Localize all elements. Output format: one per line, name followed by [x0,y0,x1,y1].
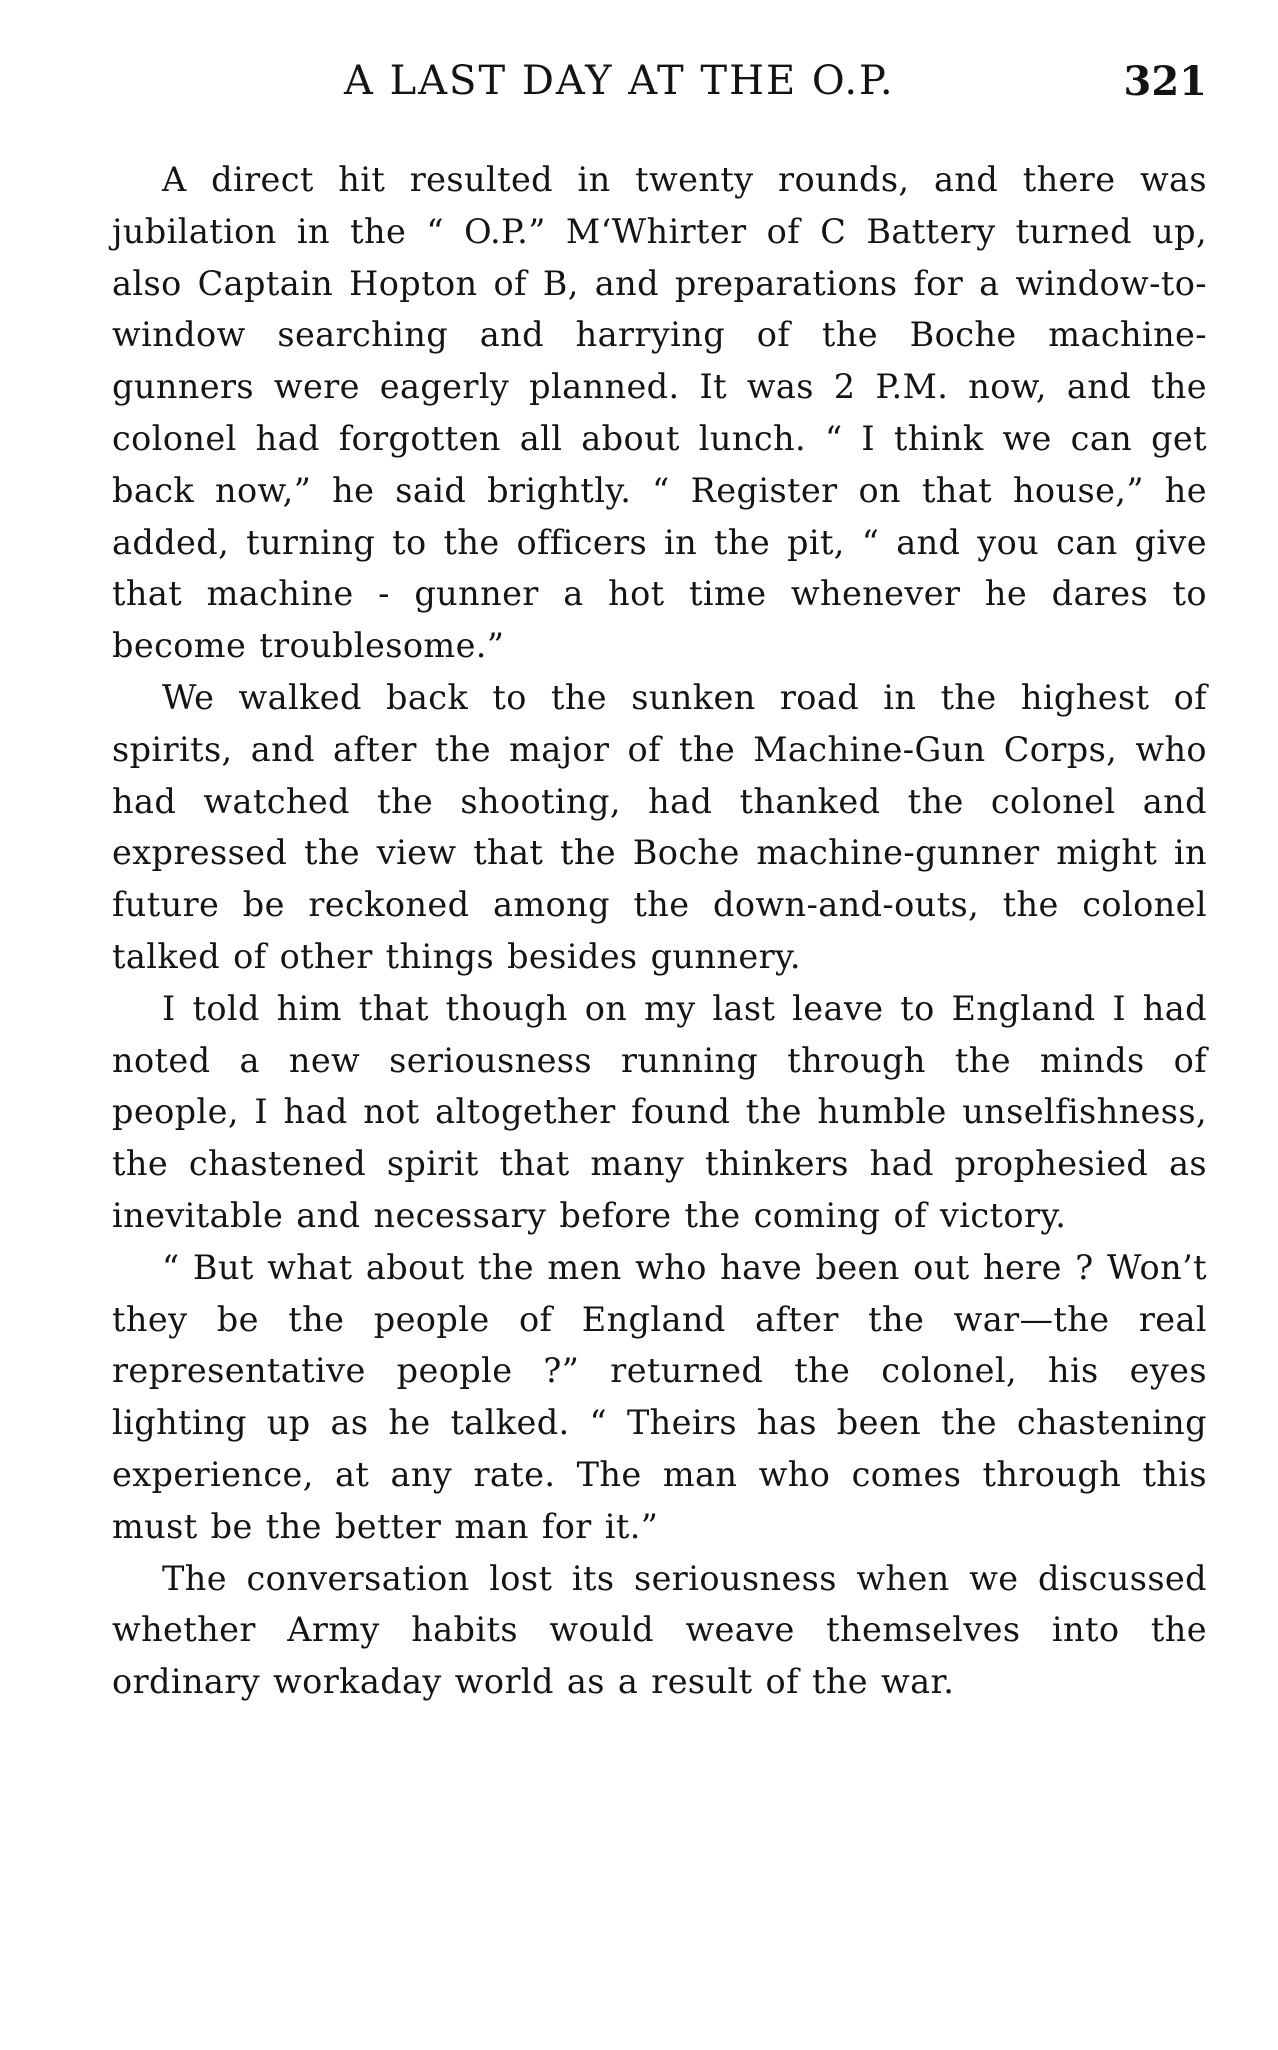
paragraph: I told him that though on my last leave to England I had noted a new seriousness running through the minds of people, I had not altogether found the humble unselfishness, the chastened spirit that many thinkers had prophesied as inevitable and necessary before the coming of victory. [112,988,1207,1235]
paragraph: We walked back to the sunken road in the highest of spirits, and after the major of the Machine-Gun Corps, who had watched the shooting, had thanked the colonel and expressed the view that the Boche machine-gunner might in future be reckoned among the down-and-outs, the colonel talked of other things besides gunnery. [112,677,1207,976]
page-number: 321 [1123,58,1207,105]
book-page [112,58,1207,1708]
running-head [112,58,1207,118]
body-text [112,154,1207,1708]
paragraph: The conversation lost its seriousness when we discussed whether Army habits would weave themselves into the ordinary workaday world as a result of the war. [112,1558,1207,1702]
paragraph: “ But what about the men who have been out here ? Won’t they be the people of England after the war—the real representative people ?” returned the colonel, his eyes lighting up as he talked. “ Theirs has been the chastening experience, at any rate. The man who comes through this must be the better man for it.” [112,1247,1207,1546]
paragraph: A direct hit resulted in twenty rounds, and there was jubilation in the “ O.P.” M‘Whirter of C Battery turned up, also Captain Hopton of B, and preparations for a window-to-window searching and harrying of the Boche machine-gunners were eagerly planned. It was 2 P.M. now, and the colonel had forgotten all about lunch. “ I think we can get back now,” he said brightly. “ Register on that house,” he added, turning to the officers in the pit, “ and you can give that machine - gunner a hot time whenever he dares to become troublesome.” [112,160,1207,666]
chapter-title: A LAST DAY AT THE O.P. [344,58,895,104]
